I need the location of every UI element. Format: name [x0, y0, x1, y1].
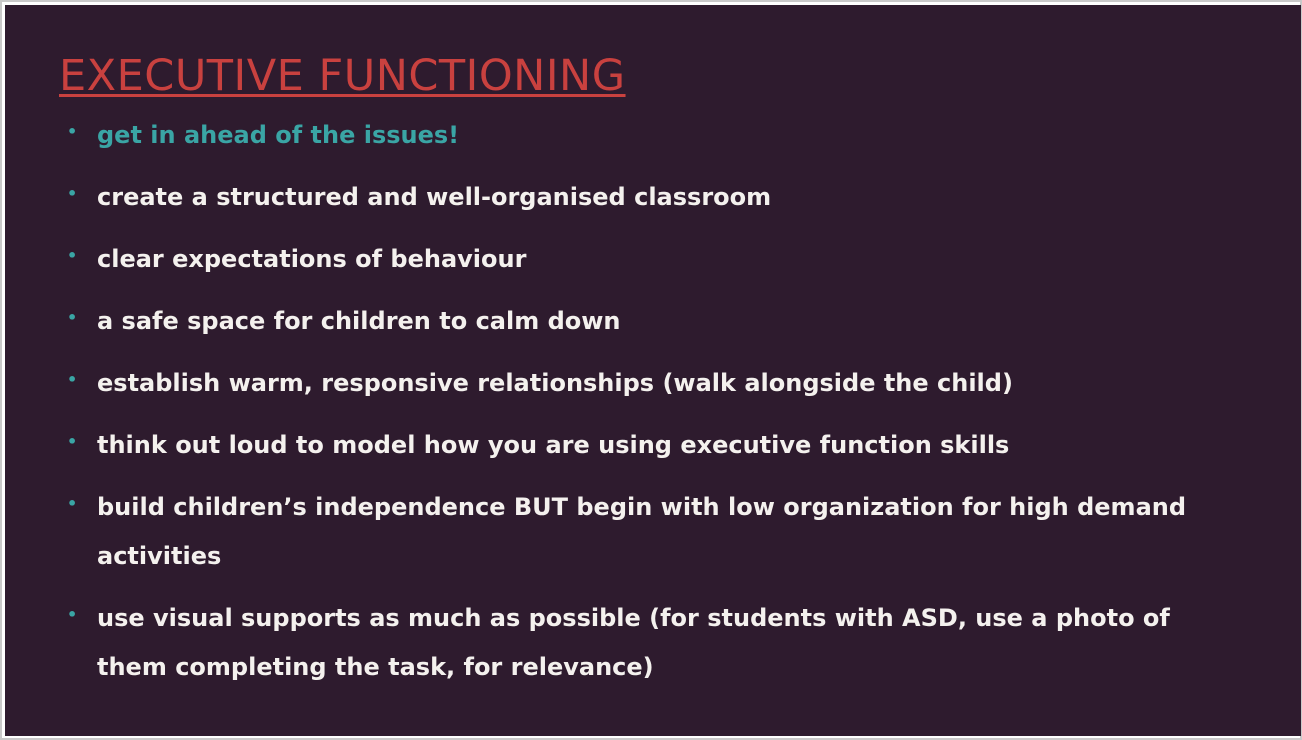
- bullet-item: [65, 359, 1245, 408]
- bullet-list: [65, 111, 1245, 705]
- bullet-item: [65, 111, 1245, 160]
- bullet-dot-icon: •: [67, 432, 78, 451]
- bullet-dot-icon: •: [67, 308, 78, 327]
- slide-title: EXECUTIVE FUNCTIONING: [59, 51, 626, 101]
- bullet-item: [65, 173, 1245, 222]
- bullet-dot-icon: •: [67, 122, 78, 141]
- bullet-text: use visual supports as much as possible (for students with ASD, use a photo of them completing the task, for relevance): [97, 604, 1170, 681]
- bullet-text: a safe space for children to calm down: [97, 307, 621, 335]
- bullet-item: [65, 421, 1245, 470]
- bullet-text: get in ahead of the issues!: [97, 121, 460, 149]
- bullet-text: create a structured and well-organised classroom: [97, 183, 772, 211]
- bullet-item: [65, 594, 1245, 692]
- bullet-text: clear expectations of behaviour: [97, 245, 527, 273]
- bullet-dot-icon: •: [67, 605, 78, 624]
- bullet-dot-icon: •: [67, 246, 78, 265]
- bullet-item: [65, 297, 1245, 346]
- bullet-item: [65, 483, 1245, 581]
- bullet-item: [65, 235, 1245, 284]
- bullet-dot-icon: •: [67, 494, 78, 513]
- bullet-text: think out loud to model how you are using executive function skills: [97, 431, 1010, 459]
- bullet-text: establish warm, responsive relationships (walk alongside the child): [97, 369, 1013, 397]
- bullet-dot-icon: •: [67, 184, 78, 203]
- bullet-text: build children’s independence BUT begin with low organization for high demand activities: [97, 493, 1187, 570]
- bullet-dot-icon: •: [67, 370, 78, 389]
- slide: [5, 5, 1301, 736]
